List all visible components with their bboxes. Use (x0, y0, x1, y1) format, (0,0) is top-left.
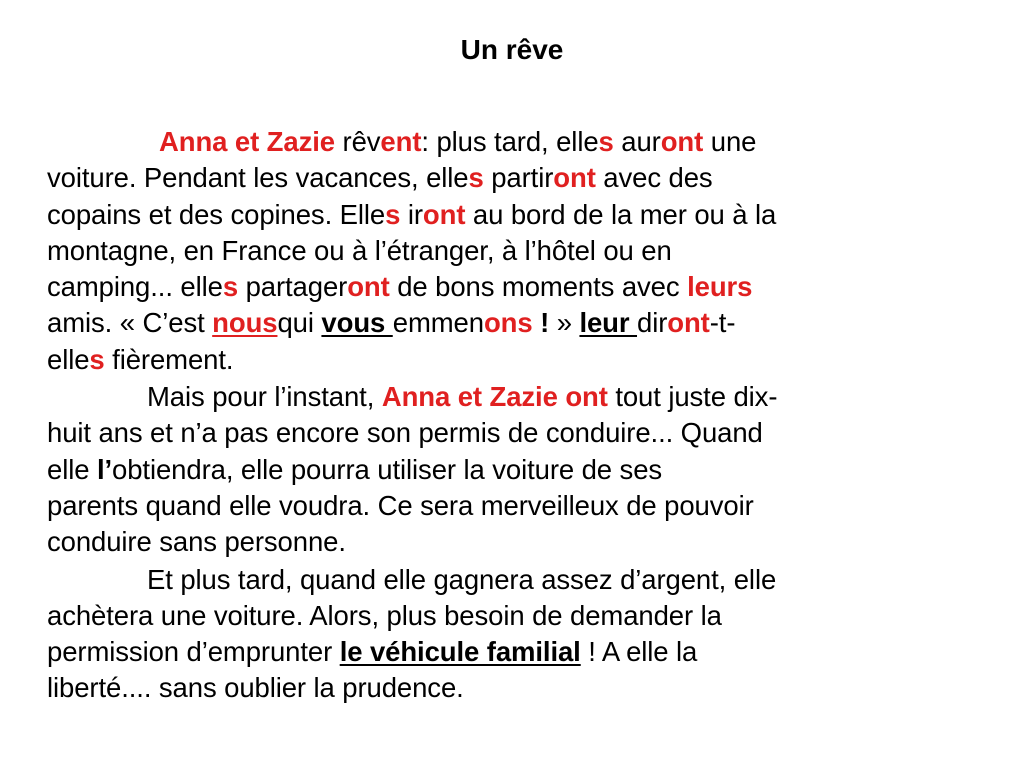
text-segment: : plus tard, elle (421, 126, 599, 157)
text-segment: conduire sans personne. (47, 526, 346, 558)
text-segment: de bons moments avec (389, 271, 688, 303)
text-segment: achètera une voiture. Alors, plus besoin de demander la (47, 599, 722, 631)
text-segment: qui (277, 307, 322, 339)
text-segment: une (703, 126, 757, 157)
verb-ending: ont (422, 198, 466, 230)
text-segment: amis. « C’est (47, 307, 213, 339)
plural-ending: s (468, 162, 484, 194)
text-segment: parents quand elle voudra. Ce sera merveilleux de pouvoir (47, 489, 754, 521)
verb-ending: ont (667, 307, 710, 339)
text-segment: Et plus tard, quand elle gagnera assez d’argent, elle (147, 563, 777, 595)
plural-ending: s (385, 198, 401, 230)
verb-ending: ont (347, 271, 390, 303)
text-segment: Mais pour l’instant, (147, 381, 382, 413)
vehicle-phrase: le véhicule familial (339, 636, 581, 668)
verb-ending: ent (380, 126, 422, 157)
text-segment: camping... elle (47, 271, 223, 303)
text-segment: partager (238, 271, 348, 303)
text-segment: aur (613, 126, 661, 157)
text-segment: rêv (334, 126, 381, 157)
plural-ending: s (89, 343, 105, 375)
text-segment: montagne, en France ou à l’étranger, à l’hôtel ou en (47, 234, 672, 266)
text-segment: elle (47, 343, 90, 375)
text-segment: » (549, 307, 580, 339)
text-segment: partir (483, 162, 554, 194)
text-segment: emmen (392, 307, 484, 339)
possessive-leurs: leurs (687, 271, 753, 303)
text-segment: tout juste dix- (607, 381, 778, 413)
page-title: Un rêve (460, 34, 564, 65)
text-segment: ! A elle la (580, 636, 698, 668)
text-segment: elle (47, 453, 97, 485)
verb-ending: ons (483, 307, 533, 339)
verb-ending: ont (660, 126, 704, 157)
text-segment: permission d’emprunter (47, 636, 340, 668)
subject-anna-zazie: Anna et Zazie (159, 126, 335, 157)
paragraph-1 (47, 124, 987, 378)
pronoun-leur: leur (579, 307, 638, 339)
text-segment: avec des (595, 162, 713, 194)
verb-ending: ont (553, 162, 596, 194)
text-segment: obtiendra, elle pourra utiliser la voiture de ses (112, 453, 663, 485)
text-segment: ir (400, 198, 423, 230)
text-segment: copains et des copines. Elle (47, 198, 386, 230)
text-segment: huit ans et n’a pas encore son permis de conduire... Quand (47, 417, 763, 449)
document-body (47, 124, 987, 707)
text-segment: -t- (709, 307, 736, 339)
text-segment: liberté.... sans oublier la prudence. (47, 672, 464, 704)
exclamation: ! (532, 307, 550, 339)
pronoun-l: l’ (96, 453, 113, 485)
paragraph-3 (47, 562, 987, 707)
pronoun-vous: vous (321, 307, 393, 339)
paragraph-2 (47, 379, 987, 560)
plural-ending: s (598, 126, 614, 157)
text-segment: dir (637, 307, 668, 339)
text-segment: voiture. Pendant les vacances, elle (47, 162, 469, 194)
text-segment: fièrement. (104, 343, 234, 375)
text-segment: au bord de la mer ou à la (465, 198, 777, 230)
pronoun-nous: nous (212, 307, 278, 339)
plural-ending: s (222, 271, 239, 303)
subject-anna-zazie-ont: Anna et Zazie ont (381, 381, 608, 413)
